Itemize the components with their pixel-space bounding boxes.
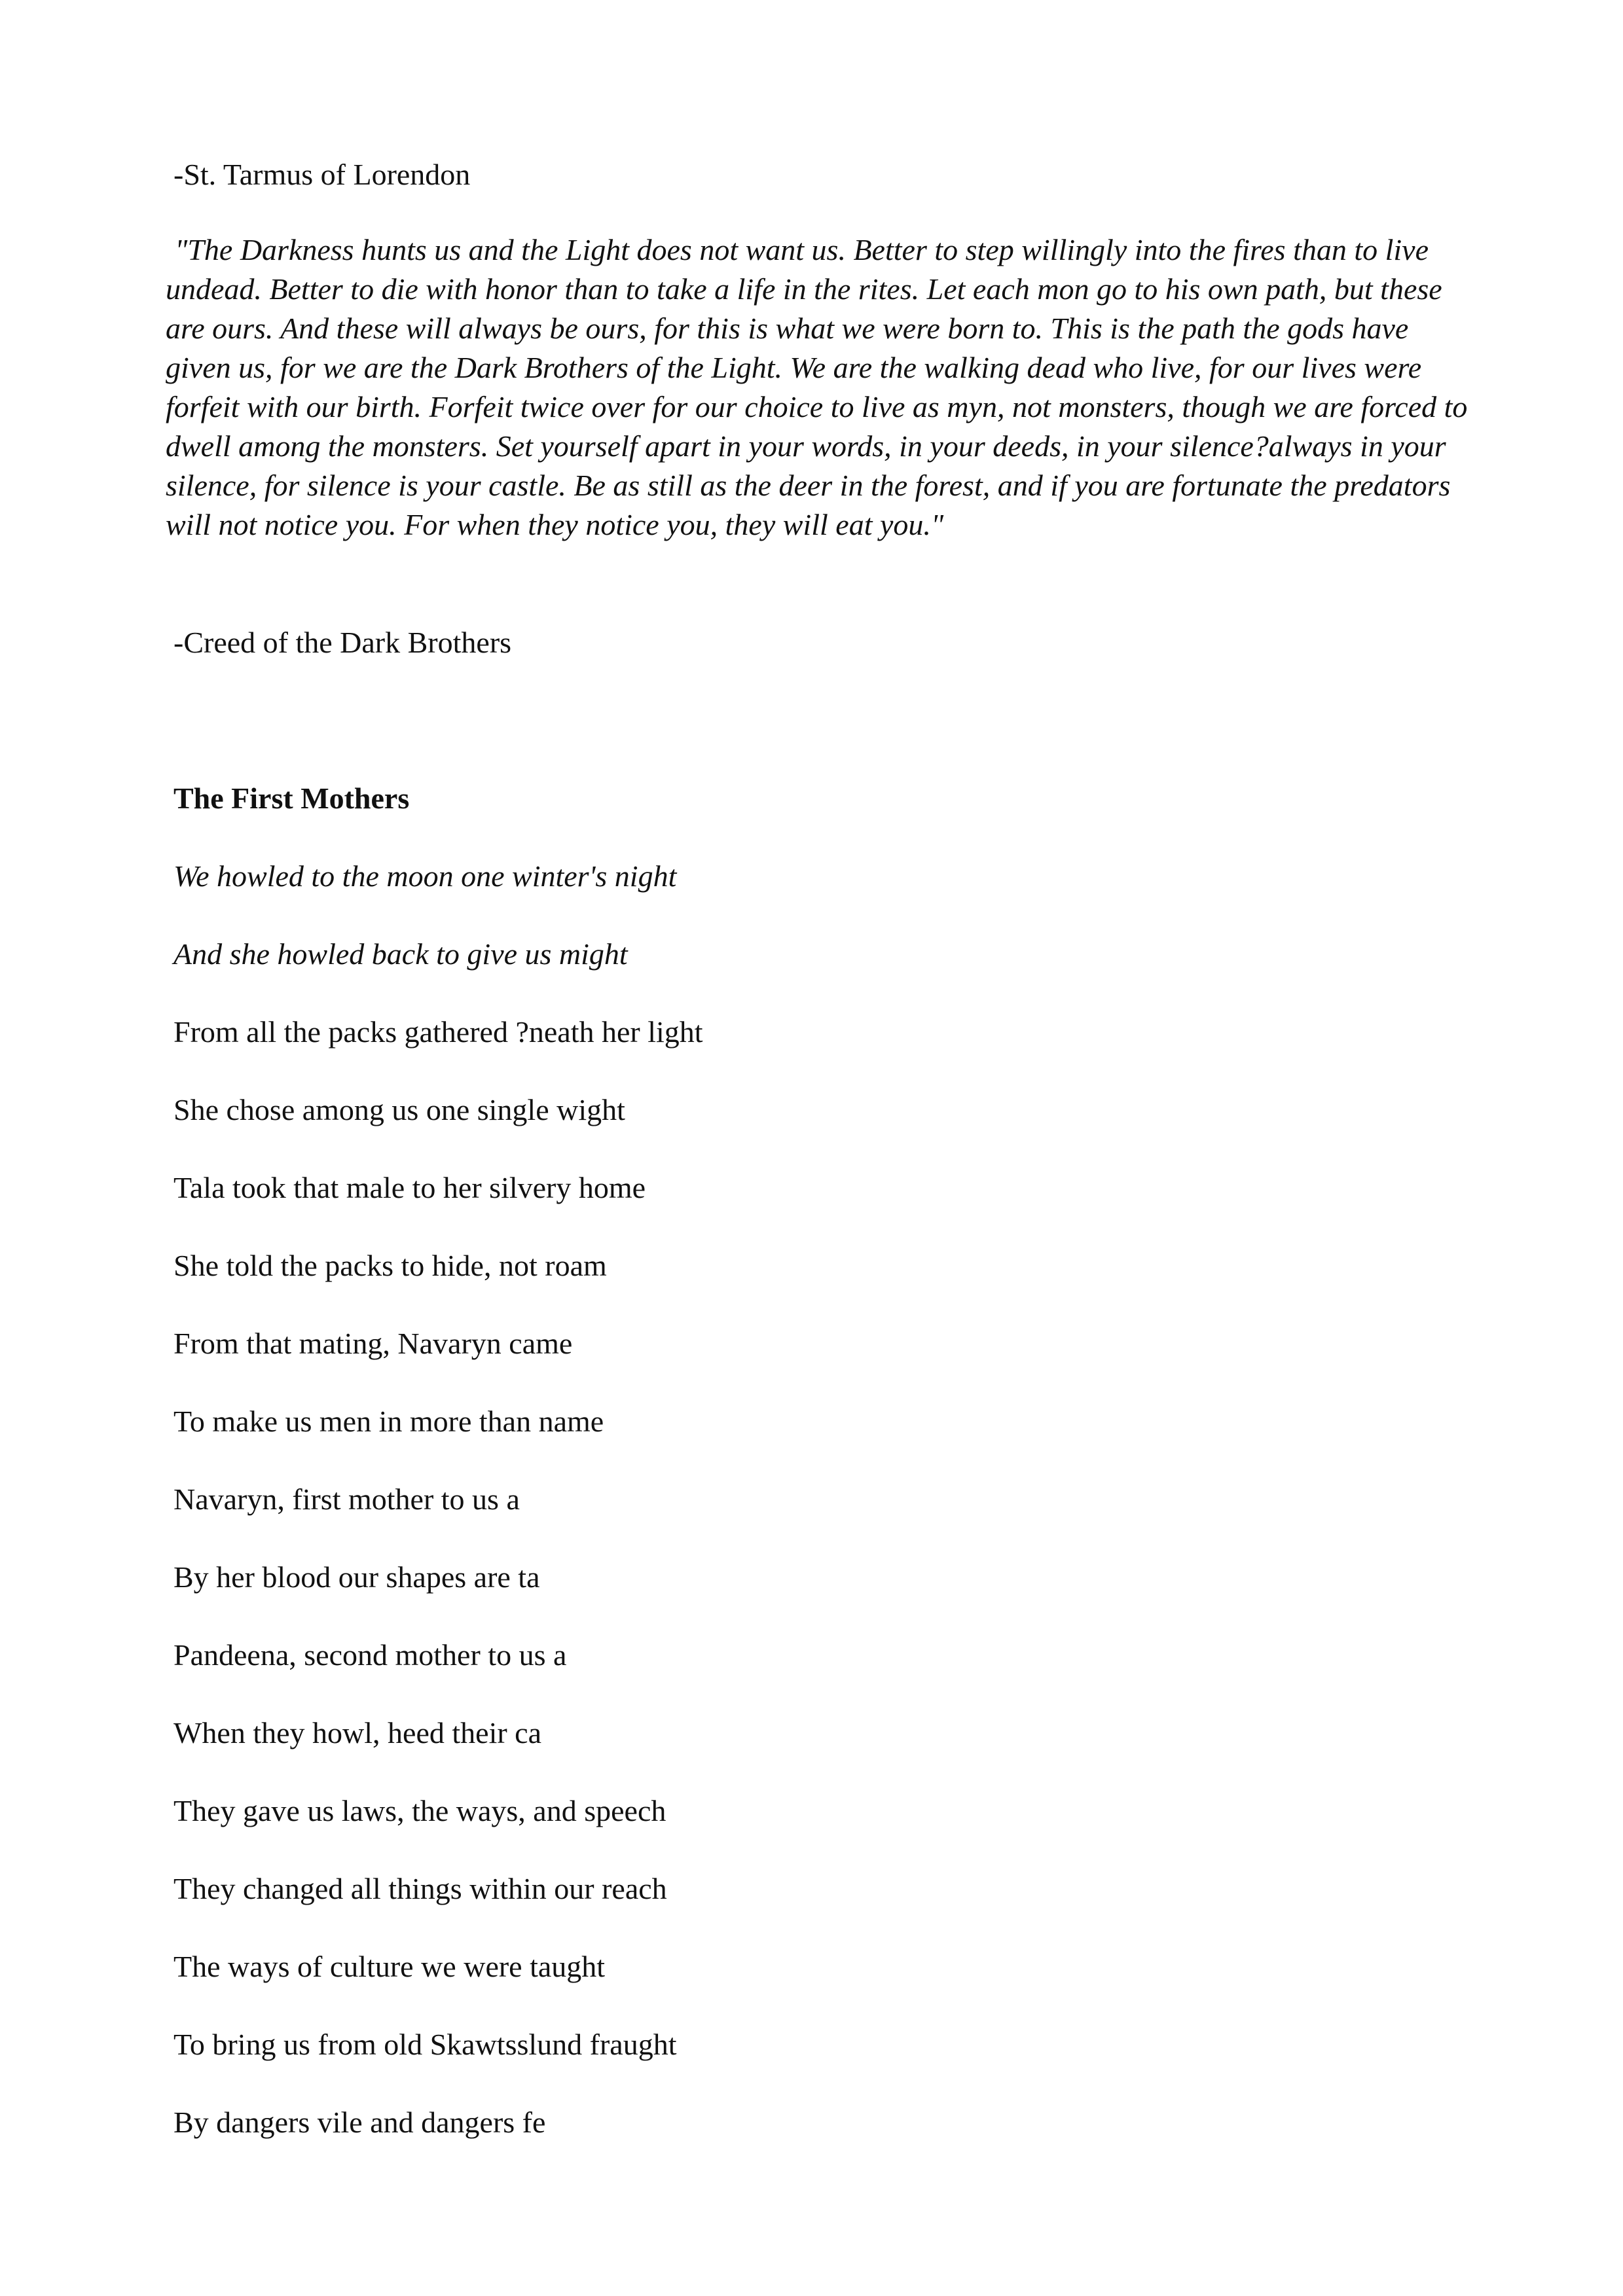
- poem-line: They gave us laws, the ways, and speech: [173, 1794, 666, 1827]
- poem-line: By dangers vile and dangers fe: [173, 2106, 546, 2139]
- poem-line: By her blood our shapes are ta: [173, 1560, 540, 1594]
- attribution-creed: -Creed of the Dark Brothers: [173, 626, 512, 659]
- poem-line: She chose among us one single wight: [173, 1093, 625, 1126]
- poem-line: We howled to the moon one winter's night: [173, 859, 677, 893]
- poem-line: Tala took that male to her silvery home: [173, 1171, 646, 1204]
- section-title: The First Mothers: [173, 781, 410, 815]
- poem-line: When they howl, heed their ca: [173, 1716, 541, 1749]
- poem-line: They changed all things within our reach: [173, 1872, 667, 1905]
- creed-quote: "The Darkness hunts us and the Light does not want us. Better to step willingly into the fires than to live undead. Better to die with honor than to take a life in the rites. Let each mon go to his own path, but these are ours. And these will always be ours, for this is what we were born to. This is the path the gods have given us, for we are the Dark Brothers of the Light. We are the walking dead who live, for our lives were forfeit with our birth. Forfeit twice over for our choice to live as myn, not monsters, though we are forced to dwell among the monsters. Set yourself apart in your words, in your deeds, in your silence?always in your silence, for silence is your castle. Be as still as the deer in the forest, and if you are fortunate the predators will not notice you. For when they notice you, they will eat you.": [166, 233, 1468, 541]
- poem-line: To bring us from old Skawtsslund fraught: [173, 2028, 677, 2061]
- poem-line: Navaryn, first mother to us a: [173, 1482, 520, 1516]
- poem-line: To make us men in more than name: [173, 1405, 604, 1438]
- poem-line: From that mating, Navaryn came: [173, 1327, 573, 1360]
- poem-line: From all the packs gathered ?neath her light: [173, 1015, 703, 1049]
- poem-line: She told the packs to hide, not roam: [173, 1249, 607, 1282]
- poem-line: The ways of culture we were taught: [173, 1950, 606, 1983]
- poem-line: Pandeena, second mother to us a: [173, 1638, 567, 1672]
- poem-line: And she howled back to give us might: [173, 937, 628, 971]
- attribution-st-tarmus: -St. Tarmus of Lorendon: [173, 158, 471, 191]
